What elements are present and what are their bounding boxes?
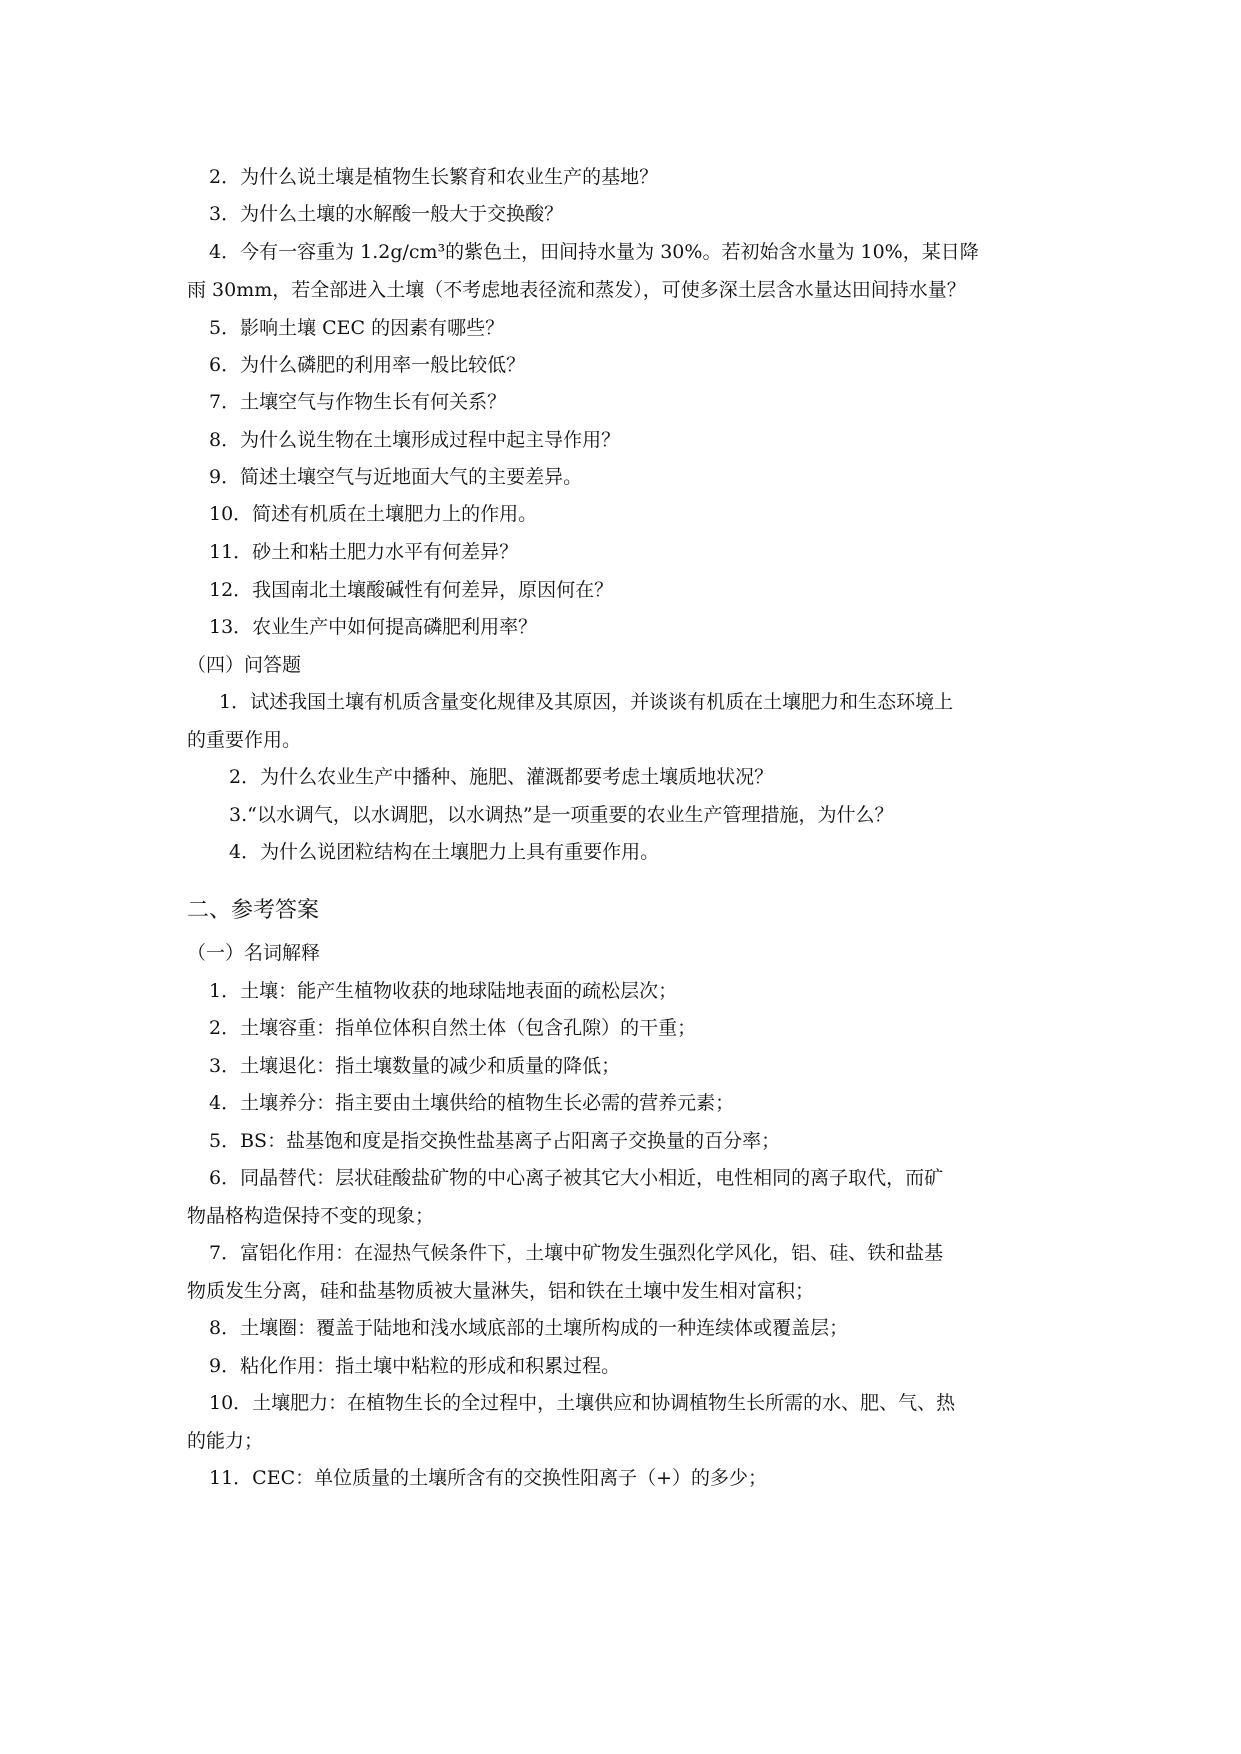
question-line: 12．我国南北土壤酸碱性有何差异，原因何在？ bbox=[209, 579, 614, 601]
question-line: 9．简述土壤空气与近地面大气的主要差异。 bbox=[209, 466, 583, 488]
question-line: 6．为什么磷肥的利用率一般比较低？ bbox=[209, 354, 526, 376]
answer-line: 5．BS：盐基饱和度是指交换性盐基离子占阳离子交换量的百分率； bbox=[209, 1130, 781, 1152]
essay-question-line: 4．为什么说团粒结构在土壤肥力上具有重要作用。 bbox=[229, 841, 660, 863]
answer-line: 1．土壤：能产生植物收获的地球陆地表面的疏松层次； bbox=[209, 980, 678, 1002]
answer-line: 10．土壤肥力：在植物生长的全过程中，土壤供应和协调植物生长所需的水、肥、气、热 bbox=[209, 1392, 956, 1414]
section-title: （四）问答题 bbox=[187, 654, 302, 676]
answer-line: 11．CEC：单位质量的土壤所含有的交换性阳离子（+）的多少； bbox=[209, 1467, 768, 1489]
question-line: 2．为什么说土壤是植物生长繁育和农业生产的基地？ bbox=[209, 166, 659, 188]
question-line: 4．今有一容重为 1.2g/cm³的紫色土，田间持水量为 30%。若初始含水量为 10%，某日降 bbox=[209, 241, 979, 263]
question-line: 3．为什么土壤的水解酸一般大于交换酸？ bbox=[209, 203, 564, 225]
answer-line: 3．土壤退化：指土壤数量的减少和质量的降低； bbox=[209, 1055, 621, 1077]
answer-line: 2．土壤容重：指单位体积自然土体（包含孔隙）的干重； bbox=[209, 1017, 697, 1039]
essay-question-line: 3.“以水调气，以水调肥，以水调热”是一项重要的农业生产管理措施，为什么？ bbox=[229, 804, 894, 826]
answer-line: 物晶格构造保持不变的现象； bbox=[187, 1205, 435, 1227]
answer-line: 的能力； bbox=[187, 1430, 264, 1452]
question-line: 11．砂土和粘土肥力水平有何差异？ bbox=[209, 541, 519, 563]
question-line: 8．为什么说生物在土壤形成过程中起主导作用？ bbox=[209, 429, 621, 451]
essay-question-line: 2．为什么农业生产中播种、施肥、灌溉都要考虑土壤质地状况？ bbox=[229, 766, 774, 788]
question-line: 雨 30mm，若全部进入土壤（不考虑地表径流和蒸发），可使多深土层含水量达田间持水量？ bbox=[187, 279, 966, 301]
answer-line: 4．土壤养分：指主要由土壤供给的植物生长必需的营养元素； bbox=[209, 1092, 735, 1114]
part-title: 二、参考答案 bbox=[187, 898, 320, 923]
essay-question-line: 的重要作用。 bbox=[187, 729, 302, 751]
answer-line: 9．粘化作用：指土壤中粘粒的形成和积累过程。 bbox=[209, 1355, 621, 1377]
section-title: （一）名词解释 bbox=[187, 942, 321, 964]
answer-line: 物质发生分离，硅和盐基物质被大量淋失，铝和铁在土壤中发生相对富积； bbox=[187, 1280, 815, 1302]
question-line: 7．土壤空气与作物生长有何关系？ bbox=[209, 391, 507, 413]
answer-line: 8．土壤圈：覆盖于陆地和浅水域底部的土壤所构成的一种连续体或覆盖层； bbox=[209, 1317, 849, 1339]
essay-question-line: 1．试述我国土壤有机质含量变化规律及其原因，并谈谈有机质在土壤肥力和生态环境上 bbox=[219, 691, 954, 713]
question-line: 5．影响土壤 CEC 的因素有哪些？ bbox=[209, 317, 505, 339]
answer-line: 6．同晶替代：层状硅酸盐矿物的中心离子被其它大小相近，电性相同的离子取代，而矿 bbox=[209, 1167, 944, 1189]
question-line: 10．简述有机质在土壤肥力上的作用。 bbox=[209, 503, 538, 525]
question-line: 13．农业生产中如何提高磷肥利用率？ bbox=[209, 616, 538, 638]
answer-line: 7．富铝化作用：在湿热气候条件下，土壤中矿物发生强烈化学风化，铝、硅、铁和盐基 bbox=[209, 1242, 944, 1264]
